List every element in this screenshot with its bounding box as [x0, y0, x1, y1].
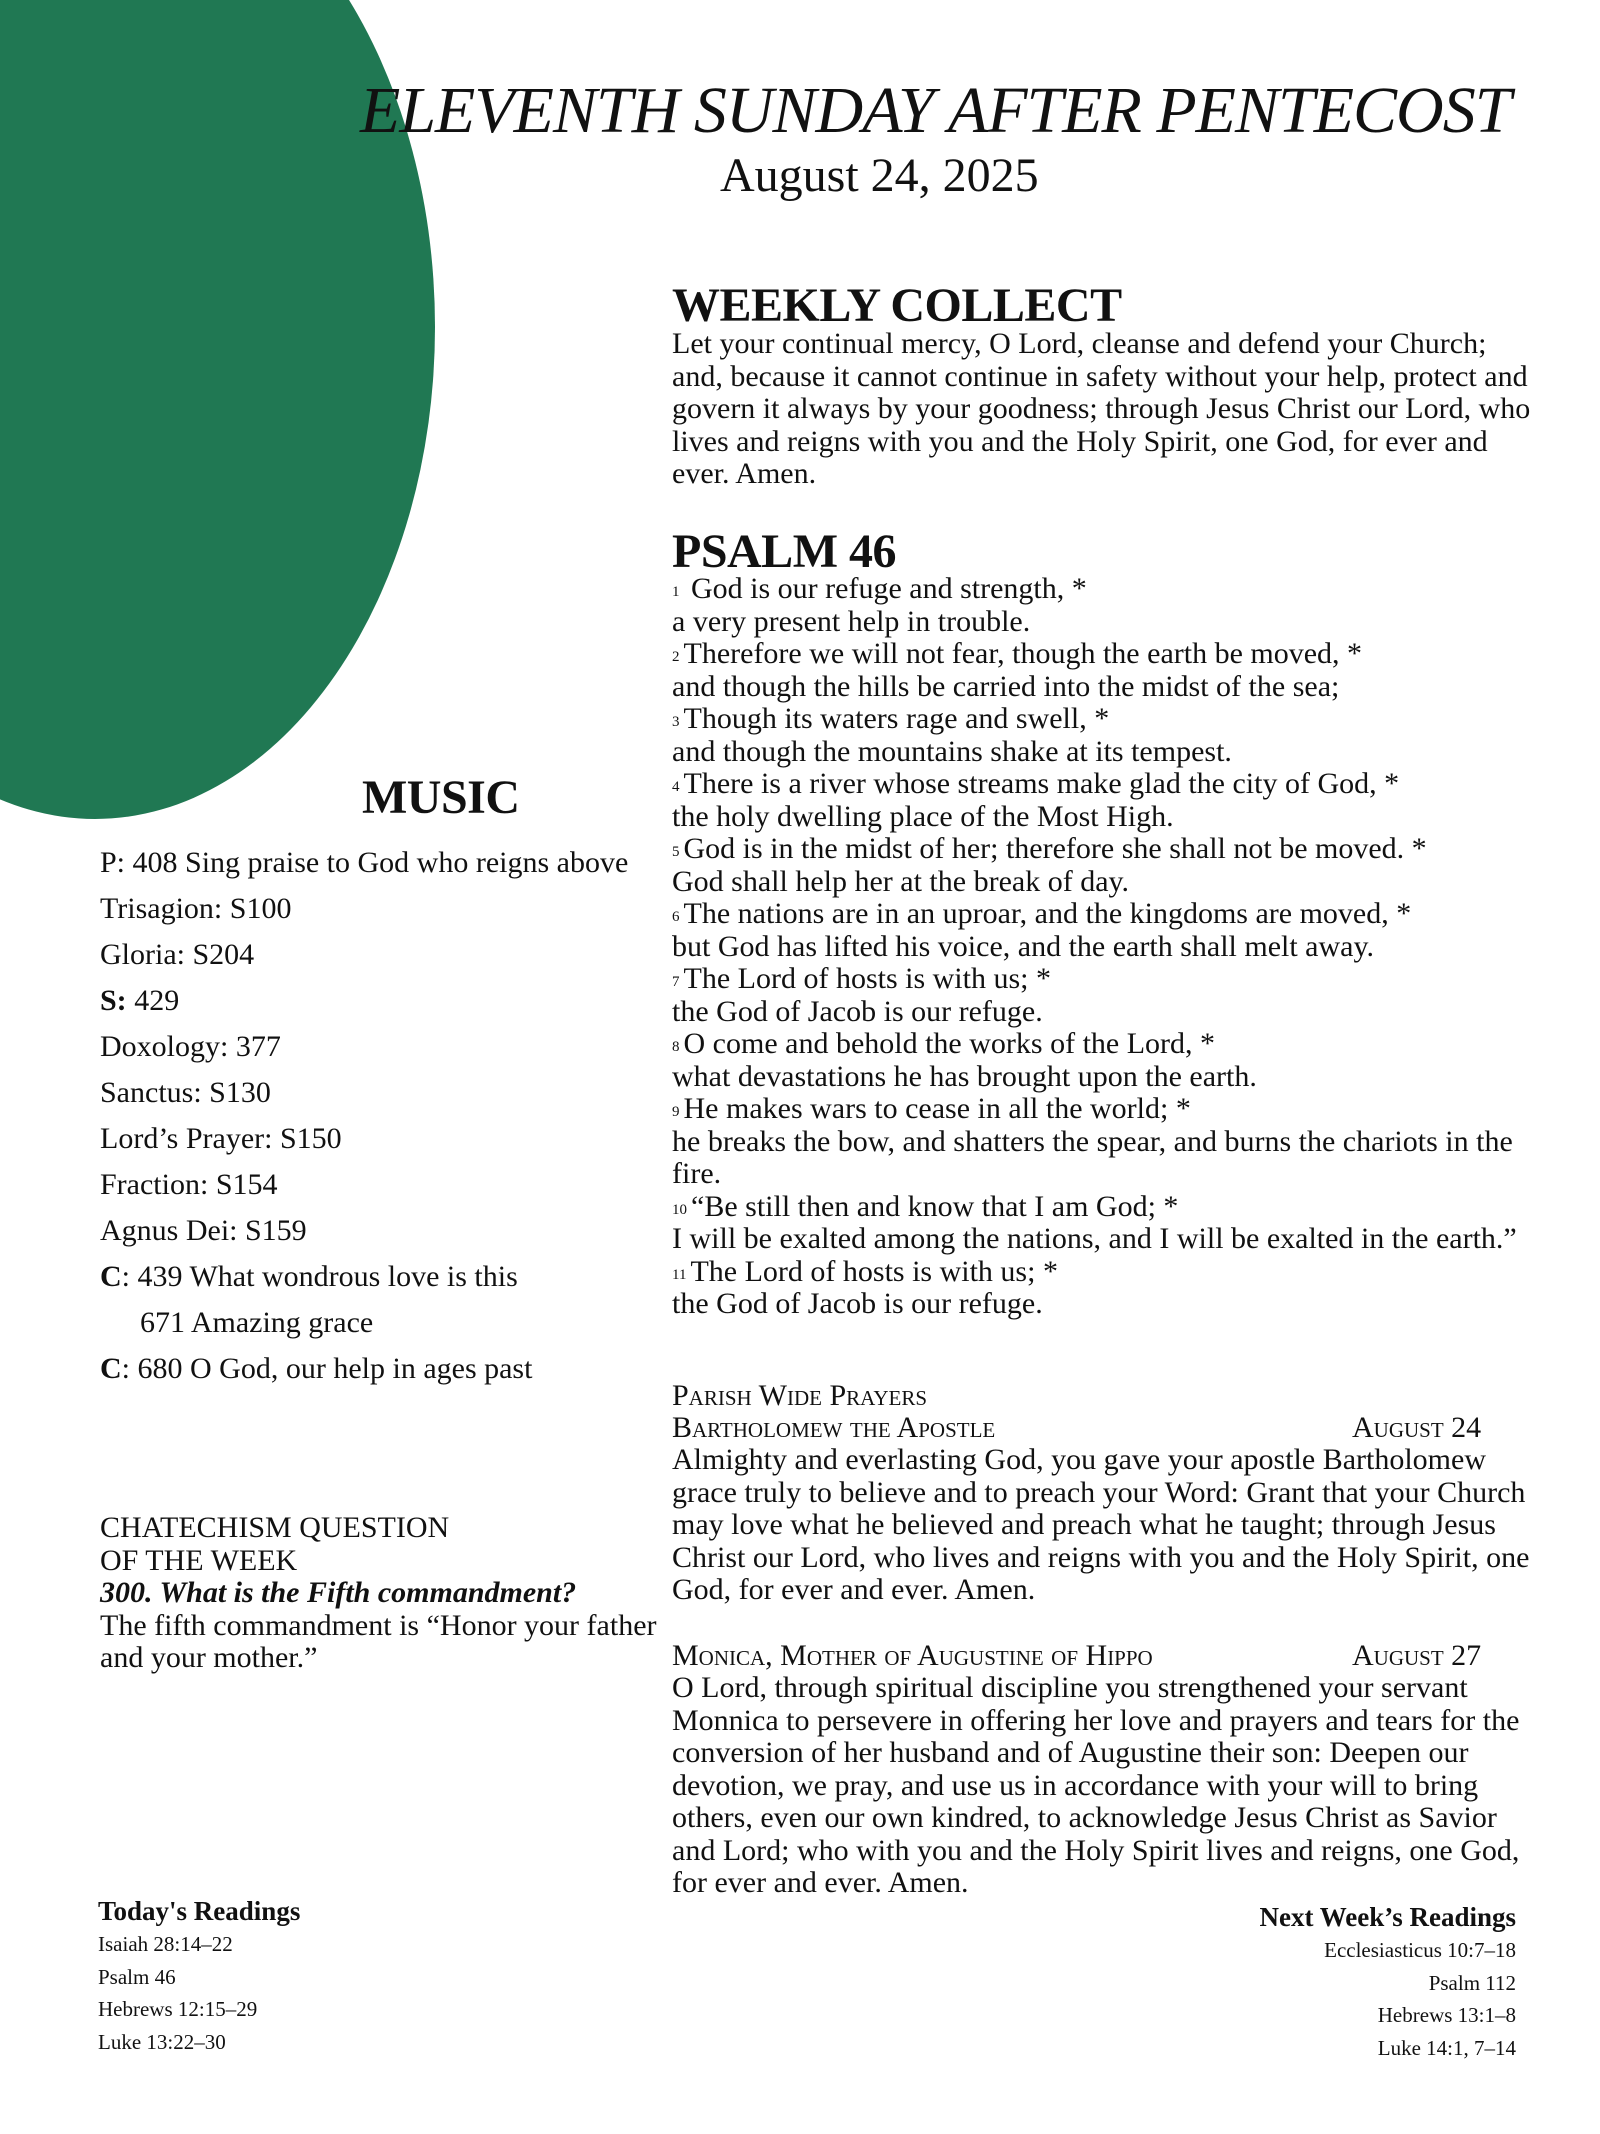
psalm-verse — [672, 1256, 1532, 1321]
music-item — [100, 1254, 660, 1300]
music-value: S150 — [279, 1122, 342, 1155]
verse-line: the holy dwelling place of the Most High. — [672, 799, 1174, 833]
psalm-verse — [672, 1028, 1532, 1093]
music-value: : 439 What wondrous love is this — [121, 1260, 518, 1293]
verse-line: God is our refuge and strength, * — [691, 572, 1087, 605]
verse-line: God shall help her at the break of day. — [672, 864, 1130, 898]
verse-number: 9 — [672, 1104, 680, 1120]
music-label: Gloria: — [100, 938, 193, 971]
reading-item: Hebrews 12:15–29 — [98, 1997, 258, 2021]
verse-line: the God of Jacob is our refuge. — [672, 994, 1043, 1028]
music-item — [100, 1300, 660, 1346]
prayer-text: O Lord, through spiritual discipline you strengthened your servant Monnica to persevere in offering her love and prayers and tears for the conversion of her husband and of Augustine their son: Deepen our devotion, we pray, and use us in accordance with your will to bring others, even our own kindred, to acknowledge Jesus Christ as Savior and Lord; who with you and the Holy Spirit lives and reigns, one God, for ever and ever. Amen. — [672, 1671, 1520, 1899]
verse-line: Though its waters rage and swell, * — [683, 702, 1110, 735]
music-value: S154 — [215, 1168, 278, 1201]
verse-line: O come and behold the works of the Lord, * — [683, 1027, 1216, 1060]
psalm-verse — [672, 573, 1532, 638]
catechism-heading-line: OF THE WEEK — [100, 1543, 298, 1577]
verse-number: 6 — [672, 909, 680, 925]
verse-line: The nations are in an uproar, and the kingdoms are moved, * — [683, 897, 1412, 930]
psalm-verse — [672, 1093, 1532, 1191]
verse-line: I will be exalted among the nations, and I will be exalted in the earth.” — [672, 1222, 1517, 1255]
psalm-verse — [672, 1191, 1532, 1256]
verse-number: 2 — [672, 649, 680, 665]
prayers-title: Parish Wide Prayers — [672, 1379, 928, 1412]
music-item — [100, 840, 660, 886]
reading-item: Ecclesiasticus 10:7–18 — [1324, 1938, 1516, 1962]
music-label: S: — [100, 984, 127, 1017]
music-label: Lord’s Prayer: — [100, 1122, 280, 1155]
reading-item: Psalm 46 — [98, 1964, 176, 1989]
music-heading: MUSIC — [362, 771, 520, 824]
prayer-text: Almighty and everlasting God, you gave your apostle Bartholomew grace truly to believe and to preach your Word: Grant that your Church may love what he believed and preach what he taught; through Jesus Christ our Lord, who lives and reigns with you and the Holy Spirit, one God, for ever and ever. Amen. — [672, 1443, 1530, 1606]
verse-line: He makes wars to cease in all the world; * — [683, 1092, 1191, 1125]
psalm-verse — [672, 703, 1532, 768]
music-list — [100, 840, 660, 1392]
psalm-verses — [672, 573, 1532, 1321]
music-item — [100, 1070, 660, 1116]
verse-line: and though the mountains shake at its tempest. — [672, 734, 1232, 768]
reading-item: Isaiah 28:14–22 — [98, 1932, 233, 1956]
next-weeks-readings — [1176, 1900, 1516, 2064]
collect-heading: WEEKLY COLLECT — [672, 279, 1122, 332]
music-item — [100, 886, 660, 932]
music-item — [100, 1162, 660, 1208]
catechism-heading-line: CHATECHISM QUESTION — [100, 1511, 450, 1544]
music-value: 377 — [235, 1030, 281, 1063]
service-date: August 24, 2025 — [720, 149, 1039, 202]
verse-number: 7 — [672, 974, 680, 990]
psalm-verse — [672, 898, 1532, 963]
psalm-verse — [672, 638, 1532, 703]
verse-line: The Lord of hosts is with us; * — [683, 962, 1051, 995]
music-label: Fraction: — [100, 1168, 216, 1201]
reading-item: Luke 14:1, 7–14 — [1377, 2035, 1516, 2060]
collect-text: Let your continual mercy, O Lord, cleanse and defend your Church; and, because it cannot continue in safety without your help, protect and govern it always by your goodness; through Jesus Christ our Lord, who lives and reigns with you and the Holy Spirit, one God, for ever and ever. Amen. — [672, 327, 1531, 490]
psalm-verse — [672, 833, 1532, 898]
music-value: : 680 O God, our help in ages past — [121, 1352, 533, 1385]
music-value: S159 — [245, 1214, 307, 1247]
todays-readings — [98, 1894, 398, 2058]
page-title: ELEVENTH SUNDAY AFTER PENTECOST — [360, 74, 1511, 147]
music-value: 671 Amazing grace — [140, 1306, 374, 1339]
music-item — [100, 932, 660, 978]
prayer-date: August 27 — [1352, 1639, 1482, 1672]
verse-line: but God has lifted his voice, and the earth shall melt away. — [672, 929, 1375, 963]
psalm-verse — [672, 768, 1532, 833]
verse-line: he breaks the bow, and shatters the spear, and burns the chariots in the fire. — [672, 1124, 1513, 1190]
verse-line: There is a river whose streams make glad the city of God, * — [683, 767, 1400, 800]
music-item — [100, 1116, 660, 1162]
verse-line: what devastations he has brought upon the earth. — [672, 1059, 1257, 1093]
prayer-name: Bartholomew the Apostle — [672, 1411, 996, 1444]
verse-number: 11 — [672, 1266, 687, 1283]
music-value: S100 — [229, 892, 292, 925]
verse-number: 8 — [672, 1039, 680, 1055]
music-label: Trisagion: — [100, 892, 230, 925]
verse-line: a very present help in trouble. — [672, 604, 1031, 638]
psalm-verse — [672, 963, 1532, 1028]
music-value: 429 — [126, 984, 180, 1017]
music-label: P: — [100, 846, 133, 879]
catechism-section — [100, 1512, 660, 1675]
verse-line: The Lord of hosts is with us; * — [690, 1254, 1058, 1288]
music-label: Agnus Dei: — [100, 1214, 245, 1247]
catechism-question: 300. What is the Fifth commandment? — [100, 1576, 577, 1609]
music-value: S130 — [209, 1076, 271, 1109]
verse-line: and though the hills be carried into the midst of the sea; — [672, 669, 1340, 703]
todays-readings-heading: Today's Readings — [98, 1896, 301, 1926]
music-label: Doxology: — [100, 1030, 236, 1063]
verse-number: 1 — [672, 584, 680, 600]
next-readings-heading: Next Week’s Readings — [1259, 1902, 1516, 1932]
music-label: Sanctus: — [100, 1076, 210, 1109]
psalm-heading: PSALM 46 — [672, 525, 896, 578]
music-item — [100, 1024, 660, 1070]
catechism-answer: The fifth commandment is “Honor your father and your mother.” — [100, 1608, 657, 1674]
music-value: 408 Sing praise to God who reigns above — [132, 846, 629, 879]
prayer-heading — [672, 1412, 1492, 1445]
verse-number: 5 — [672, 844, 680, 860]
prayer-heading — [672, 1640, 1492, 1673]
music-item — [100, 1346, 660, 1392]
music-item — [100, 1208, 660, 1254]
prayer-date: August 24 — [1352, 1411, 1482, 1444]
verse-number: 3 — [672, 714, 680, 730]
reading-item: Psalm 112 — [1428, 1970, 1516, 1995]
reading-item: Luke 13:22–30 — [98, 2029, 226, 2054]
verse-line: God is in the midst of her; therefore she shall not be moved. * — [683, 832, 1427, 865]
prayer-name: Monica, Mother of Augustine of Hippo — [672, 1639, 1153, 1672]
music-label: C — [100, 1352, 122, 1385]
verse-number: 4 — [672, 779, 680, 795]
music-label: C — [100, 1260, 122, 1293]
verse-line: the God of Jacob is our refuge. — [672, 1287, 1043, 1320]
reading-item: Hebrews 13:1–8 — [1377, 2003, 1516, 2027]
music-value: S204 — [192, 938, 255, 971]
music-item — [100, 978, 660, 1024]
verse-number: 10 — [672, 1201, 687, 1218]
verse-line: Therefore we will not fear, though the earth be moved, * — [683, 637, 1363, 670]
verse-line: “Be still then and know that I am God; * — [691, 1189, 1179, 1223]
